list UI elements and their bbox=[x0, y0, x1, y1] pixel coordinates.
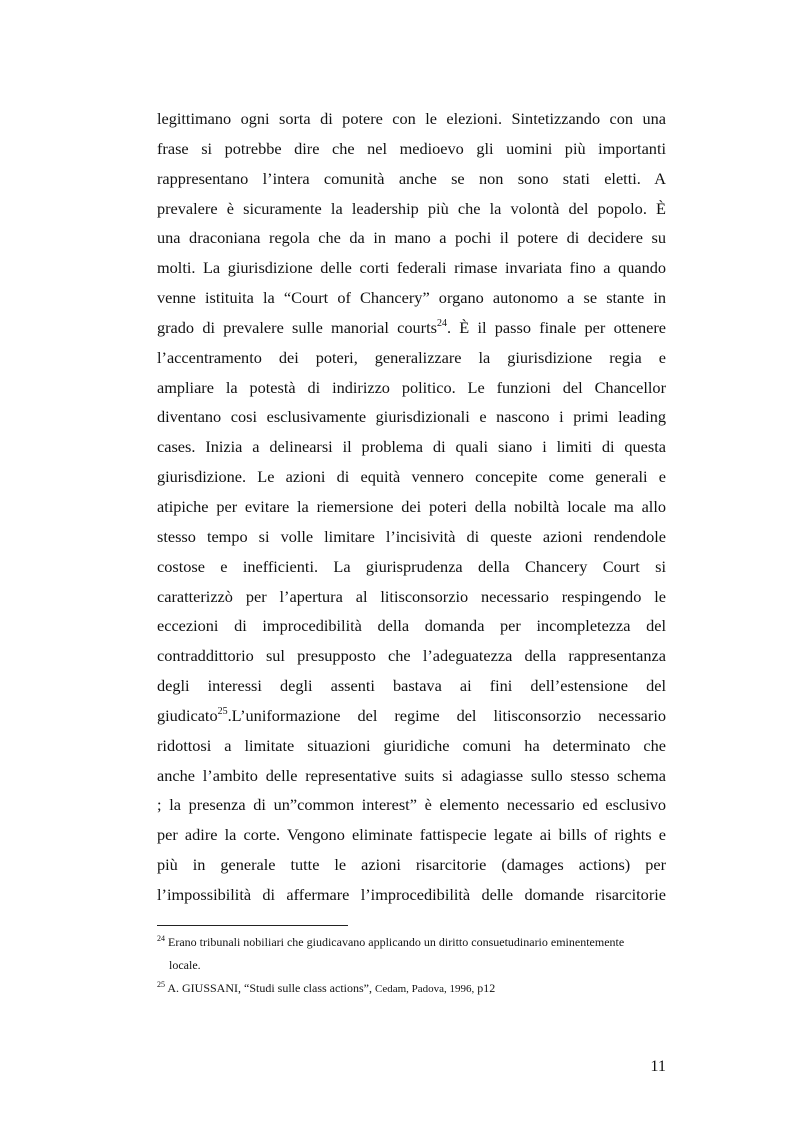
text-line: l’accentramento dei poteri, generalizzare la giurisdizione regia e bbox=[157, 347, 666, 367]
text-segment: .L’uniformazione del regime del litisconsorzio necessario bbox=[227, 705, 666, 725]
footnote-24 bbox=[157, 931, 677, 954]
footnote-25 bbox=[157, 977, 677, 1000]
footnote-page: p12 bbox=[474, 981, 496, 995]
text-line: l’impossibilità di affermare l’improcedibilità delle domande risarcitorie bbox=[157, 884, 666, 904]
text-line: cases. Inizia a delinearsi il problema di quali siano i limiti di questa bbox=[157, 437, 666, 457]
footnote-number: 24 bbox=[157, 934, 165, 943]
text-line: prevalere è sicuramente la leadership più che la volontà del popolo. È bbox=[157, 198, 666, 218]
text-line-with-footnote-ref bbox=[157, 313, 666, 343]
text-line: giurisdizione. Le azioni di equità vennero concepite come generali e bbox=[157, 467, 666, 487]
text-line: atipiche per evitare la riemersione dei poteri della nobiltà locale ma allo bbox=[157, 496, 666, 516]
text-line: una draconiana regola che da in mano a pochi il potere di decidere su bbox=[157, 228, 666, 248]
text-line-with-footnote-ref bbox=[157, 701, 666, 731]
footnotes bbox=[157, 931, 677, 1000]
text-segment: giudicato bbox=[157, 705, 218, 725]
footnote-separator bbox=[157, 925, 348, 926]
page-number: 11 bbox=[650, 1056, 666, 1075]
footnote-ref-25: 25 bbox=[217, 705, 228, 717]
text-line: venne istituita la “Court of Chancery” organo autonomo a se stante in bbox=[157, 288, 666, 308]
footnote-ref-24: 24 bbox=[436, 317, 447, 329]
footnote-text: A. GIUSSANI, “Studi sulle class actions”, bbox=[167, 981, 375, 995]
text-line: eccezioni di improcedibilità della domanda per incompletezza del bbox=[157, 616, 666, 636]
footnote-24-continuation: locale. bbox=[169, 958, 201, 972]
text-line: caratterizzò per l’apertura al litisconsorzio necessario respingendo le bbox=[157, 586, 666, 606]
text-line: contraddittorio sul presupposto che l’adeguatezza della rappresentanza bbox=[157, 646, 666, 666]
text-line: costose e inefficienti. La giurisprudenza della Chancery Court si bbox=[157, 556, 666, 576]
text-line: più in generale tutte le azioni risarcitorie (damages actions) per bbox=[157, 855, 666, 875]
footnote-number: 25 bbox=[157, 980, 165, 989]
body-text bbox=[157, 104, 666, 910]
text-line: molti. La giurisdizione delle corti federali rimase invariata fino a quando bbox=[157, 258, 666, 278]
text-line: ; la presenza di un”common interest” è elemento necessario ed esclusivo bbox=[157, 795, 666, 815]
text-line: frase si potrebbe dire che nel medioevo gli uomini più importanti bbox=[157, 138, 666, 158]
text-segment: grado di prevalere sulle manorial courts bbox=[157, 317, 437, 337]
text-line: per adire la corte. Vengono eliminate fattispecie legate ai bills of rights e bbox=[157, 825, 666, 845]
text-line: ampliare la potestà di indirizzo politico. Le funzioni del Chancellor bbox=[157, 377, 666, 397]
text-line: legittimano ogni sorta di potere con le elezioni. Sintetizzando con una bbox=[157, 109, 666, 128]
text-line: ridottosi a limitate situazioni giuridiche comuni ha determinato che bbox=[157, 735, 666, 755]
text-line: rappresentano l’intera comunità anche se non sono stati eletti. A bbox=[157, 168, 666, 188]
text-line: diventano cosi esclusivamente giurisdizionali e nascono i primi leading bbox=[157, 407, 666, 427]
text-line: stesso tempo si volle limitare l’incisività di queste azioni rendendole bbox=[157, 526, 666, 546]
text-line: anche l’ambito delle representative suits si adagiasse sullo stesso schema bbox=[157, 765, 666, 785]
footnote-publisher: Cedam, Padova, 1996, bbox=[375, 983, 475, 995]
footnote-text: Erano tribunali nobiliari che giudicavano applicando un diritto consuetudinario eminentemente bbox=[168, 935, 625, 949]
text-segment: . È il passo finale per ottenere bbox=[446, 317, 667, 337]
text-line: degli interessi degli assenti bastava ai fini dell’estensione del bbox=[157, 676, 666, 696]
